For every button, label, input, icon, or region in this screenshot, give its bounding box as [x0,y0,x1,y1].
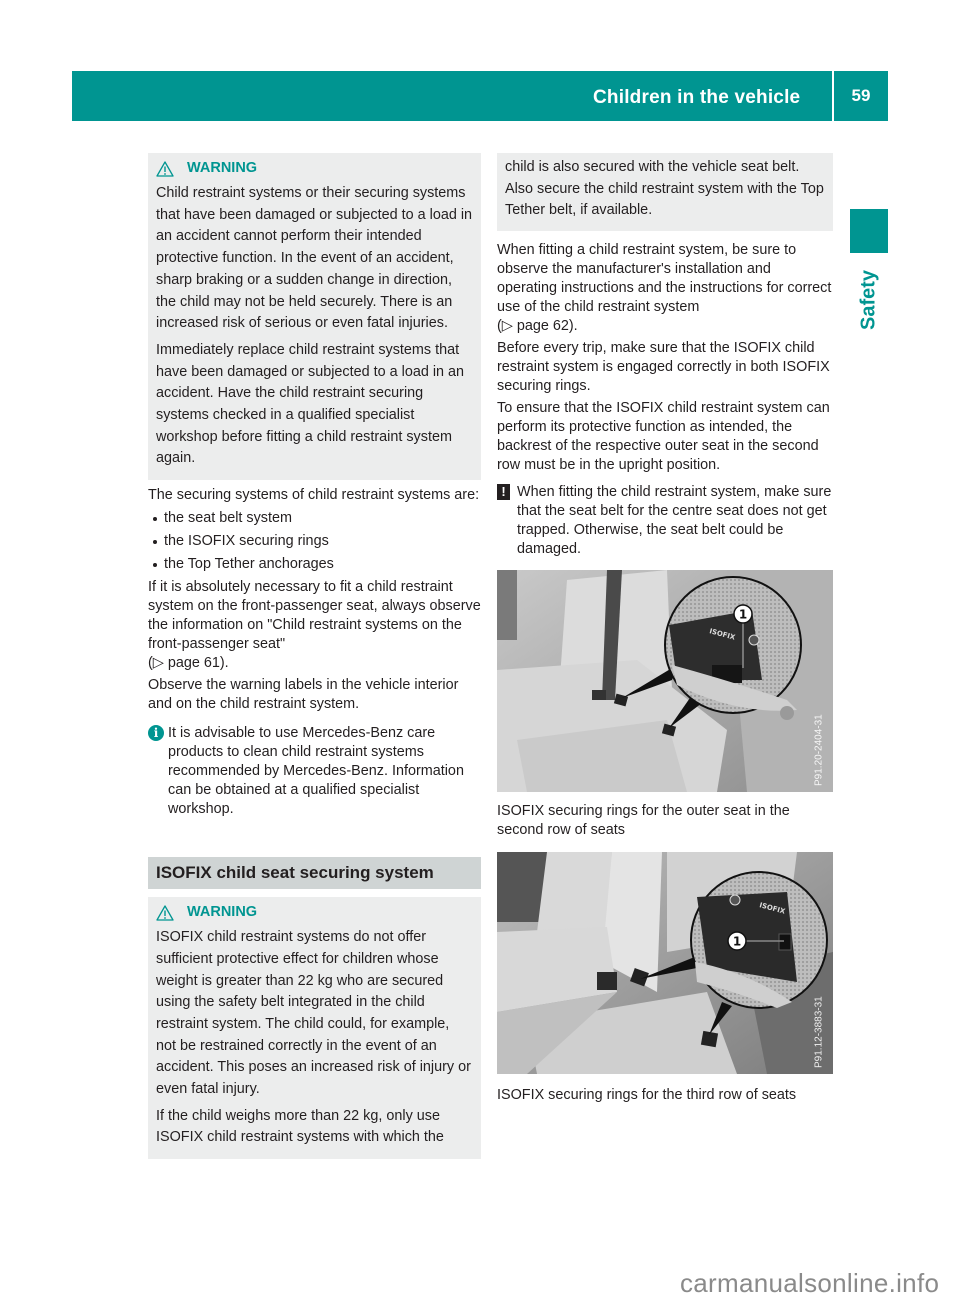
info-note [148,724,481,819]
damage-note [497,483,833,559]
page-reference-link[interactable]: (▷ page 61). [148,655,229,672]
warning-paragraph: If the child weighs more than 22 kg, only use ISOFIX child restraint systems with which the [156,1107,444,1146]
warning-labels-paragraph: Observe the warning labels in the vehicle interior and on the child restraint system. [148,677,459,713]
seat-illustration [497,570,833,792]
warning-paragraph: ISOFIX child restraint systems do not offer sufficient protective effect for children whose weight is greater than 22 kg who are secured using the safety belt integrated in the child restraint system. The child could, for example, not be restrained correctly in the event of an accident. This poses an increased risk of injury or even fatal injury. [156,929,471,1098]
warning-heading [156,903,473,922]
seat-illustration [497,852,833,1074]
callout-1: 1 [732,934,742,949]
info-icon: i [148,725,164,741]
left-column [148,153,481,1159]
watermark: carmanualsonline.info [680,1268,940,1298]
front-passenger-paragraph [148,578,481,673]
page-reference-link[interactable]: (▷ page 62). [497,318,578,335]
list-item: the ISOFIX securing rings [148,532,481,551]
exclamation-icon: ! [497,484,510,500]
warning-heading [156,159,473,178]
warning-label: WARNING [187,904,258,921]
warning-triangle-icon [156,161,174,177]
figure-caption: ISOFIX securing rings for the outer seat in the second row of seats [497,803,790,839]
securing-systems-list [148,509,481,574]
list-item: the Top Tether anchorages [148,555,481,574]
warning-box [148,153,481,480]
info-note-text: It is advisable to use Mercedes-Benz care products to clean child restraint systems recommended by Mercedes-Benz. Information can be obtained at a qualified specialist workshop. [168,725,464,818]
figure-code: P91.12-3883-31 [814,996,825,1069]
securing-systems-intro: The securing systems of child restraint systems are: [148,487,480,504]
figure-second-row-isofix [497,570,833,792]
figure-caption: ISOFIX securing rings for the third row of seats [497,1087,797,1104]
section-heading: ISOFIX child seat securing system [148,857,481,889]
damage-note-text: When fitting the child restraint system, make sure that the seat belt for the centre seat does not get trapped. Otherwise, the seat belt could be damaged. [517,484,832,558]
warning-label: WARNING [187,160,258,176]
front-passenger-text: If it is absolutely necessary to fit a child restraint system on the front-passenger seat, always observe the information on "Child restraint systems on the front-passenger seat" [148,579,481,653]
warning-paragraph: Child restraint systems or their securing systems that have been damaged or subjected to a load in an accident cannot perform their intended protective function. In the event of an accident, sharp braking or a sudden change in direction, the child may not be held securely. There is an increased risk of serious or even fatal injuries. [156,185,473,332]
isofix-inset-label: ISOFIX [758,901,787,916]
section-tab-label: Safety [857,269,880,331]
warning-box [148,897,481,1159]
callout-1: 1 [738,607,748,622]
section-tab-marker [850,209,888,253]
fitting-paragraph [497,241,833,336]
figure-third-row-isofix [497,852,833,1074]
right-column [497,153,833,1105]
figure-code: P91.20-2404-31 [814,714,825,787]
trip-paragraph: Before every trip, make sure that the ISOFIX child restraint system is engaged correctly in both ISOFIX securing rings. [497,340,830,395]
chapter-title: Children in the vehicle [593,87,801,108]
warning-triangle-icon [156,905,174,921]
list-item: the seat belt system [148,509,481,528]
warning-continuation: child is also secured with the vehicle seat belt. Also secure the child restraint system with the Top Tether belt, if available. [497,153,833,231]
isofix-inset-label: ISOFIX [708,627,737,642]
fitting-text: When fitting a child restraint system, be sure to observe the manufacturer's installation and operating instructions and the instructions for correct use of the child restraint system [497,242,832,316]
warning-paragraph: Immediately replace child restraint systems that have been damaged or subjected to a load in an accident. Have the child restraint securing systems checked in a qualified specialist workshop before fitting a child restraint system again. [156,341,465,467]
page-number: 59 [834,71,888,121]
backrest-paragraph: To ensure that the ISOFIX child restraint system can perform its protective function as intended, the backrest of the respective outer seat in the second row must be in the upright position. [497,400,830,474]
